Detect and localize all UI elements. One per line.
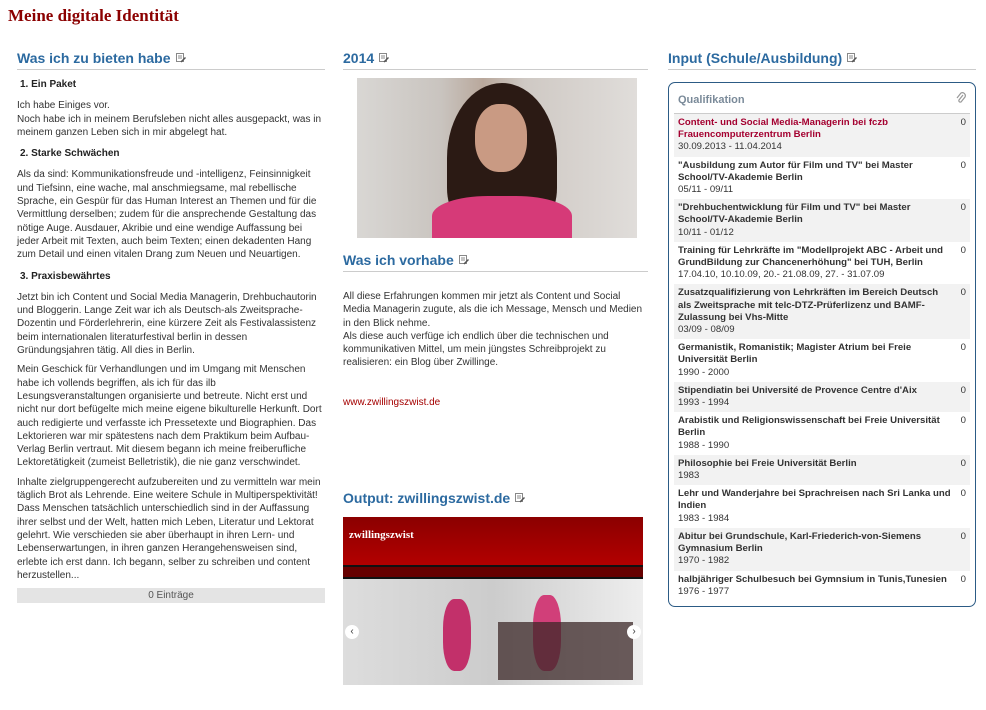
- qualification-cell: [678, 117, 952, 154]
- paragraph: [17, 99, 325, 139]
- page-title: Meine digitale Identität: [8, 6, 179, 25]
- website-brand: zwillingszwist: [349, 528, 414, 541]
- attachment-count: 0: [960, 342, 966, 354]
- qualification-cell: [678, 531, 952, 568]
- paragraph: Als da sind: Kommunikationsfreude und -intelligenz, Feinsinnigkeit und Tiefsinn, eine wache, mal anschmiegsame, mal rebellische Sprache, ein Gespür für das Human Interest an Themen und für die Vermittlung derselben; zudem für die ansprechende Gestaltung das nötige Auge. Ausdauer, Akribie und eine wendige Auffassung bei jeder Arbeit mit Texten, auch beim Texten; einen dekadenten Hang zum Detail und einen vitalen Drang zum Neuen und Neuartigen.: [17, 169, 317, 261]
- qualification-date: 05/11 - 09/11: [678, 184, 734, 196]
- paragraph: Inhalte zielgruppengerecht aufzubereiten und zu vermitteln war mein täglich Brot als Lehrende. Eine weitere Schule in Multiperspektivität! Dass Menschen tatsächlich unterschiedlich sind in der Auffassung ihrer selbst und der Welt, hatten mich Leben, Literatur und Lektorat gelehrt. Wie verschieden sie aber überhaupt in ihren Lern- und Lebenserwartungen, in ihren ganzen Herangehensweisen sind, erlebte ich erst dann. Ich begann, selber zu schreiben und content herzustellen...: [17, 476, 321, 581]
- attachment-count: 0: [960, 117, 966, 128]
- table-row[interactable]: [674, 339, 970, 382]
- edit-icon[interactable]: [515, 493, 525, 503]
- table-row[interactable]: [674, 382, 970, 412]
- paragraph: All diese Erfahrungen kommen mir jetzt als Content und Social Media Managerin zugute, als die ich Message, Mensch und Medien in den Blick nehme.: [343, 291, 643, 329]
- qualification-cell: [678, 202, 952, 239]
- text: Noch habe ich in meinem Berufsleben nicht alles ausgepackt, was in meinem ganzen Leben sich in mir abgelegt hat.: [17, 113, 322, 138]
- qualification-cell: [678, 458, 857, 482]
- qualification-cell: [678, 415, 952, 452]
- qualification-cell: [678, 488, 952, 525]
- attachment-count: 0: [960, 415, 966, 427]
- qualification-cell: [678, 342, 952, 379]
- paragraph: Jetzt bin ich Content und Social Media Managerin, Drehbuchautorin und Bloggerin. Lange Zeit war ich als Deutsch-als Zweitsprache-Dozentin und Förderlehrerin, eine kürzere Zeit als Festivalassistenz beim internationalen literaturfestival berlin in dessen Gründungsjahren tätig. All dies in Berlin.: [17, 291, 317, 357]
- qualification-title: "Ausbildung zum Autor für Film und TV" bei Master School/TV-Akademie Berlin: [678, 159, 913, 183]
- qualification-title: Lehr und Wanderjahre bei Sprachreisen nach Sri Lanka und Indien: [678, 488, 951, 512]
- attachment-count: 0: [960, 530, 966, 542]
- portrait-photo: [357, 78, 637, 238]
- qualification-cell: [678, 245, 952, 282]
- entries-count[interactable]: 0 Einträge: [17, 588, 325, 603]
- subheading: 3. Praxisbewährtes: [20, 270, 111, 282]
- attachment-count: 0: [960, 384, 966, 396]
- edit-icon[interactable]: [379, 53, 389, 63]
- column-offer: [17, 50, 325, 603]
- section-heading-offer: [17, 50, 325, 70]
- table-header: [674, 89, 970, 114]
- text: Ich habe Einiges vor.: [17, 100, 110, 112]
- attachment-count: 0: [960, 159, 966, 171]
- qualification-cell: [678, 160, 952, 197]
- qualification-table: [668, 82, 976, 607]
- paragraph: Als diese auch verfüge ich endlich über die technischen und kommunikativen Mittel, um mein jüngstes Schreibprojekt zu realisieren: ein Blog über Zwillinge.: [343, 330, 609, 369]
- qualification-date: 1988 - 1990: [678, 439, 730, 451]
- qualification-date: 10/11 - 01/12: [678, 226, 734, 238]
- attachment-count: 0: [960, 287, 966, 299]
- qualification-cell: [678, 574, 947, 598]
- table-row[interactable]: [674, 528, 970, 571]
- carousel-prev-icon[interactable]: ‹: [345, 625, 359, 639]
- qualification-date: 1976 - 1977: [678, 585, 730, 597]
- qualification-title: Germanistik, Romanistik; Magister Atrium bei Freie Universität Berlin: [678, 342, 912, 366]
- heading-offer-text: Was ich zu bieten habe: [17, 50, 171, 66]
- table-row[interactable]: [674, 571, 970, 601]
- website-screenshot[interactable]: [343, 517, 643, 685]
- table-row[interactable]: [674, 455, 970, 485]
- column-plan: [343, 50, 648, 685]
- qualification-date: 1990 - 2000: [678, 366, 730, 378]
- table-row[interactable]: [674, 284, 970, 339]
- heading-plan-text: Was ich vorhabe: [343, 252, 454, 268]
- qualification-date: 1970 - 1982: [678, 555, 730, 567]
- paperclip-icon: [956, 92, 966, 107]
- table-row[interactable]: [674, 199, 970, 242]
- qualification-date: 1993 - 1994: [678, 397, 730, 409]
- column-input: [668, 50, 976, 607]
- paragraph: Mein Geschick für Verhandlungen und im Umgang mit Menschen habe ich vollends begriffen, als ich für das ilb Lesungsveranstaltungen organisierte und betreute. Nicht erst und nicht nur dort befügelte mich meine eigene bikulturelle Herkunft. Dort auch redigierte und verfasste ich Pressetexte und Biographien. Das Lektorieren war mir spätestens nach dem Praktikum beim Aufbau-Verlag Berlin vertraut. Mit diesem begann ich meine freiberufliche Lektoretätigkeit (zumeist Belletristik), die nie ganz verschwindet.: [17, 364, 322, 469]
- edit-icon[interactable]: [459, 255, 469, 265]
- heading-input-text: Input (Schule/Ausbildung): [668, 50, 843, 66]
- heading-output-text: Output: zwillingszwist.de: [343, 489, 511, 506]
- qualification-date: 30.09.2013 - 11.04.2014: [678, 141, 782, 153]
- attachment-count: 0: [960, 488, 966, 500]
- section-heading-output: [343, 490, 648, 509]
- qualification-title: Stipendiatin bei Université de Provence Centre d'Aix: [678, 384, 917, 396]
- table-body: [674, 114, 970, 601]
- qualification-title: Arabistik und Religionswissenschaft bei Freie Universität Berlin: [678, 415, 940, 439]
- qualification-date: 17.04.10, 10.10.09, 20.- 21.08.09, 27. - 31.07.09: [678, 269, 885, 281]
- table-row[interactable]: [674, 114, 970, 157]
- subheading: 1. Ein Paket: [20, 79, 77, 90]
- qualification-title[interactable]: Content- und Social Media-Managerin bei fczb Frauencomputerzentrum Berlin: [678, 117, 889, 141]
- section-heading-2014: [343, 50, 648, 70]
- attachment-count: 0: [960, 573, 966, 585]
- table-row[interactable]: [674, 157, 970, 200]
- edit-icon[interactable]: [847, 53, 857, 63]
- offer-text: [17, 78, 325, 582]
- qualification-title: halbjähriger Schulbesuch bei Gymnsium in Tunis,Tunesien: [678, 573, 947, 585]
- plan-text: [343, 290, 648, 370]
- heading-2014-text: 2014: [343, 50, 375, 66]
- edit-icon[interactable]: [176, 53, 186, 63]
- qualification-title: Abitur bei Grundschule, Karl-Friederich-von-Siemens Gymnasium Berlin: [678, 530, 922, 555]
- qualification-date: 03/09 - 08/09: [678, 324, 735, 336]
- section-heading-input: [668, 50, 976, 70]
- blog-link[interactable]: www.zwillingszwist.de: [343, 396, 441, 408]
- qualification-title: Philosophie bei Freie Universität Berlin: [678, 457, 857, 469]
- attachment-count: 0: [960, 457, 966, 469]
- subheading: 2. Starke Schwächen: [20, 148, 120, 160]
- qualification-date: 1983 - 1984: [678, 512, 730, 524]
- carousel-next-icon[interactable]: ›: [627, 625, 641, 639]
- attachment-count: 0: [960, 244, 966, 256]
- table-row[interactable]: [674, 485, 970, 528]
- qualification-title: Training für Lehrkräfte im "Modellprojekt ABC - Arbeit und GrundBildung zur Chancenerhöhung" bei TUH, Berlin: [678, 244, 944, 269]
- table-row[interactable]: [674, 242, 970, 285]
- qualification-date: 1983: [678, 470, 700, 482]
- column-header-qualification[interactable]: Qualifikation: [678, 93, 745, 106]
- table-row[interactable]: [674, 412, 970, 455]
- qualification-cell: [678, 287, 952, 336]
- qualification-title: Zusatzqualifizierung von Lehrkräften im Bereich Deutsch als Zweitsprache mit telc-DTZ-Prüferlizenz und BAMF-Zulassung bei Vhs-Mitte: [678, 287, 939, 323]
- attachment-count: 0: [960, 202, 966, 214]
- qualification-title: "Drehbuchentwicklung für Film und TV" bei Master School/TV-Akademie Berlin: [678, 202, 911, 226]
- section-heading-plan: [343, 252, 648, 272]
- qualification-cell: [678, 385, 917, 409]
